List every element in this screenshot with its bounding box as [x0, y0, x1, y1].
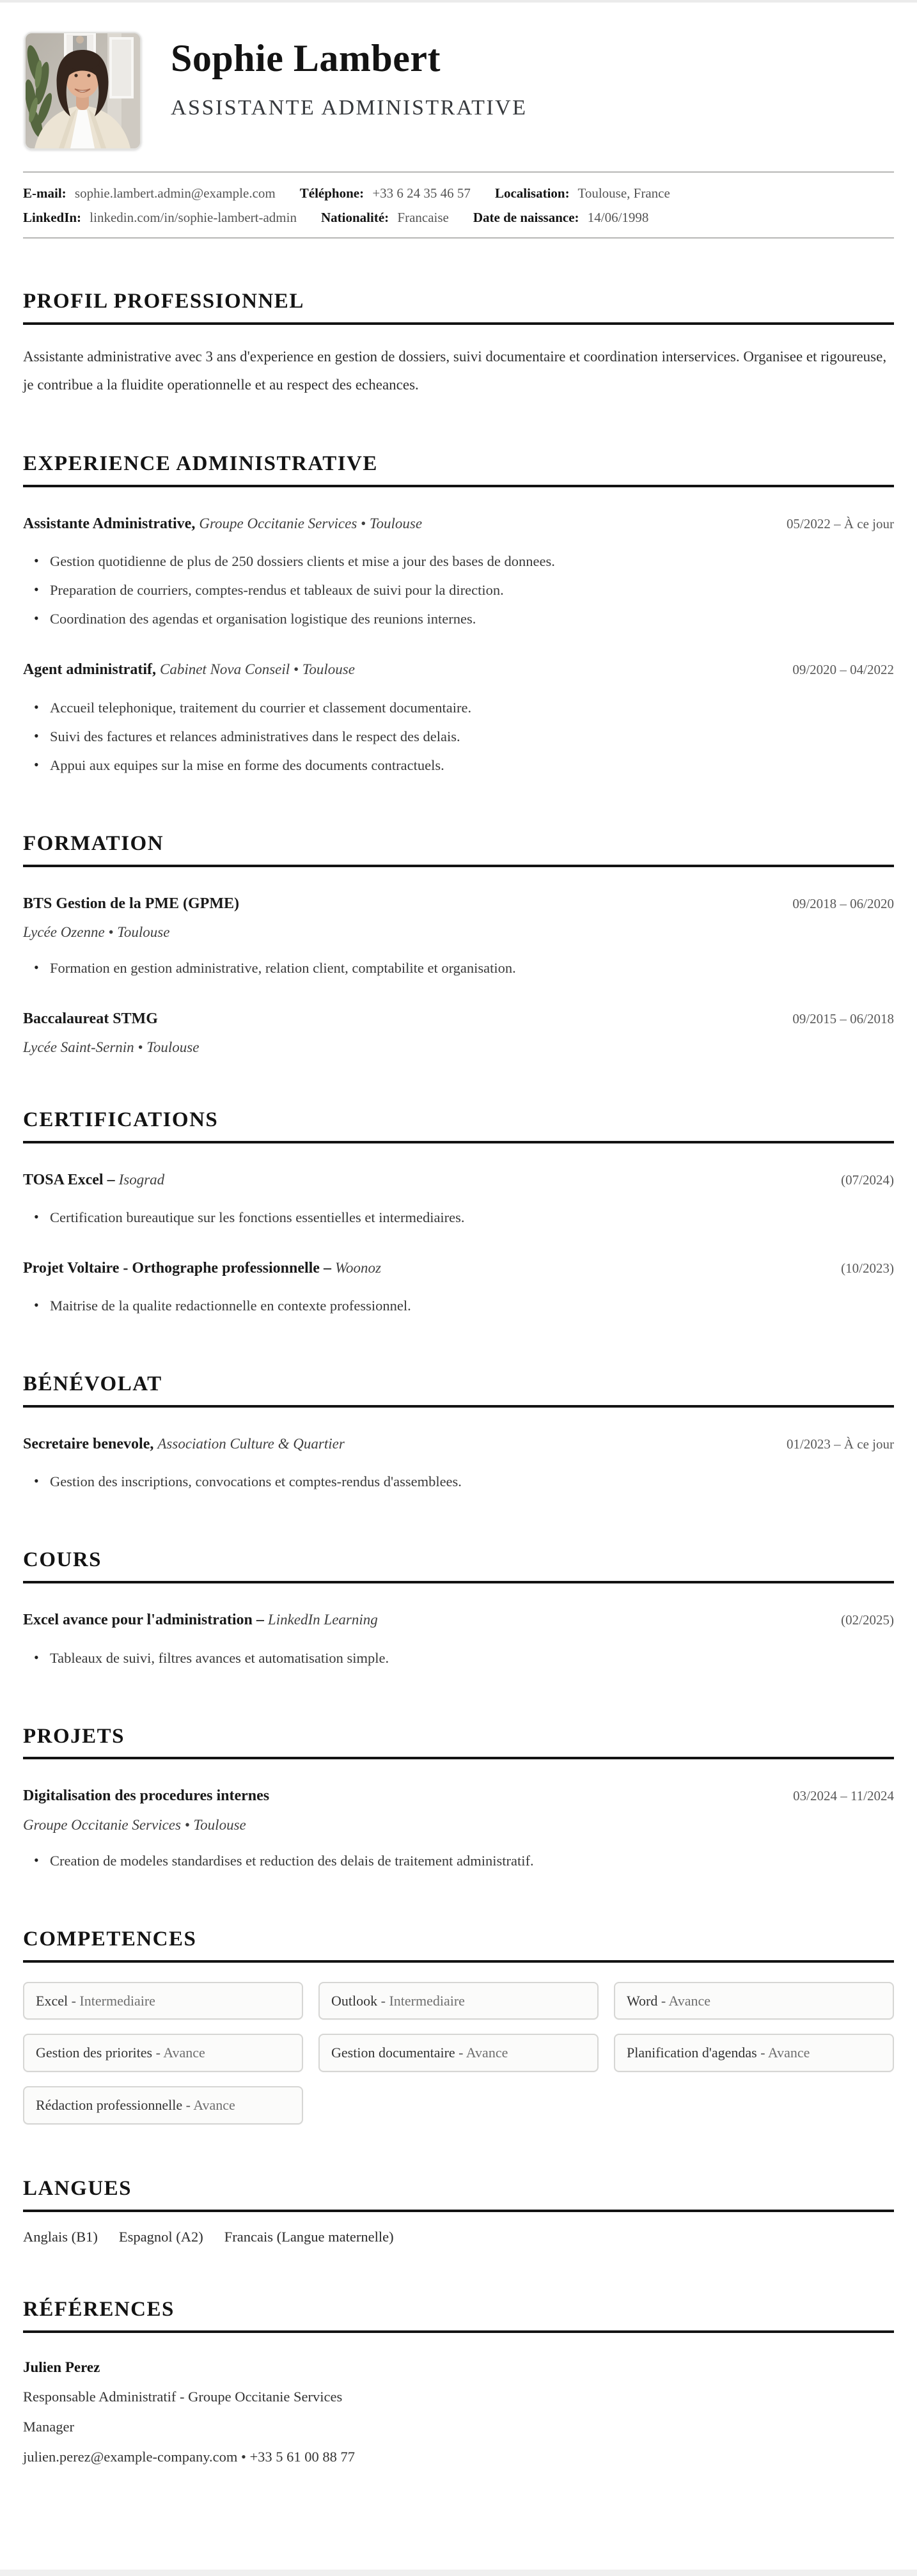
section-langues	[23, 2177, 894, 2245]
skill-separator: -	[152, 2045, 164, 2061]
contact-label: LinkedIn:	[23, 210, 82, 226]
skill-chip	[23, 2086, 303, 2124]
skill-level: Avance	[193, 2096, 235, 2113]
section-heading: FORMATION	[23, 831, 164, 855]
language-item: Anglais (B1)	[23, 2228, 98, 2245]
contact-item	[23, 210, 297, 225]
section-benevolat	[23, 1372, 894, 1496]
skill-separator: -	[377, 1992, 389, 2009]
contact-value: +33 6 24 35 46 57	[369, 185, 471, 201]
skill-chip	[614, 1982, 894, 2020]
section-references	[23, 2298, 894, 2472]
entry-title-text: Agent administratif,	[23, 661, 156, 679]
skill-separator: -	[756, 2045, 768, 2061]
contact-info	[0, 173, 917, 237]
skill-name: Word	[627, 1992, 658, 2009]
section-projets	[23, 1725, 894, 1875]
contact-row	[23, 184, 894, 202]
skill-chip	[23, 2034, 303, 2072]
entry-organization: Groupe Occitanie Services • Toulouse	[23, 1816, 246, 1833]
section-rule	[23, 1405, 894, 1408]
entry-title	[23, 1786, 269, 1806]
skill-name: Gestion documentaire	[331, 2045, 455, 2061]
section-cours	[23, 1548, 894, 1672]
entry-header	[23, 1170, 894, 1190]
entry-title-text: Digitalisation des procedures internes	[23, 1787, 270, 1805]
entry-title	[23, 1259, 381, 1278]
entry	[23, 1610, 894, 1672]
bullet-item: • Formation en gestion administrative, relation client, comptabilite et organisation.	[23, 954, 894, 982]
bullet-item: • Accueil telephonique, traitement du courrier et classement documentaire.	[23, 693, 894, 722]
skill-separator: -	[657, 1992, 669, 2009]
languages-line	[23, 2229, 894, 2245]
skill-level: Avance	[767, 2045, 810, 2061]
section-heading: RÉFÉRENCES	[23, 2297, 175, 2321]
contact-label: Localisation:	[494, 185, 570, 201]
section-profil	[23, 290, 894, 400]
section-rule	[23, 1960, 894, 1963]
contact-row	[23, 208, 894, 226]
entry-organization: LinkedIn Learning	[267, 1612, 378, 1628]
entry-header	[23, 894, 894, 914]
contact-value: sophie.lambert.admin@example.com	[71, 185, 276, 201]
profile-photo	[24, 32, 141, 150]
entry-header	[23, 514, 894, 534]
entry-header	[23, 1786, 894, 1806]
entry-organization: Cabinet Nova Conseil • Toulouse	[159, 661, 355, 678]
bullet-item: • Coordination des agendas et organisation logistique des reunions internes.	[23, 604, 894, 633]
bullet-item: • Suivi des factures et relances administratives dans le respect des delais.	[23, 722, 894, 751]
contact-value: 14/06/1998	[584, 210, 649, 226]
entry-bullet-list	[23, 1846, 894, 1875]
skill-level: Intermediaire	[79, 1992, 155, 2009]
header-identity	[171, 32, 528, 120]
section-rule	[23, 485, 894, 487]
skill-name: Excel	[36, 1992, 68, 2009]
contact-label: Téléphone:	[299, 185, 364, 201]
contact-item	[23, 185, 276, 201]
skill-level: Avance	[163, 2045, 205, 2061]
entry	[23, 660, 894, 779]
entry-title-text: Baccalaureat STMG	[23, 1010, 158, 1027]
section-heading: LANGUES	[23, 2176, 132, 2200]
entry	[23, 1434, 894, 1496]
contact-item	[321, 210, 449, 225]
section-rule	[23, 1581, 894, 1583]
entry-date-range: 09/2015 – 06/2018	[792, 1010, 894, 1026]
entry-organization: Isograd	[118, 1171, 165, 1188]
entry-title-text: BTS Gestion de la PME (GPME)	[23, 895, 239, 912]
entry-title	[23, 894, 239, 914]
contact-item	[495, 185, 670, 201]
section-certifications	[23, 1108, 894, 1320]
entry	[23, 1009, 894, 1056]
entry-title	[23, 1434, 345, 1454]
section-rule	[23, 2210, 894, 2212]
reference-block	[23, 2352, 894, 2472]
entry-date-range: 03/2024 – 11/2024	[793, 1788, 894, 1804]
bullet-item: • Creation de modeles standardises et reduction des delais de traitement administratif.	[23, 1846, 894, 1875]
skill-name: Gestion des priorites	[36, 2045, 153, 2061]
entry-title-text: Secretaire benevole,	[23, 1436, 154, 1453]
entry-organization: Woonoz	[334, 1260, 381, 1276]
entry-bullet-list	[23, 1291, 894, 1320]
entry-organization: Lycée Saint-Sernin • Toulouse	[23, 1039, 200, 1055]
section-heading: EXPERIENCE ADMINISTRATIVE	[23, 452, 378, 476]
entry	[23, 514, 894, 633]
cv-sections	[0, 290, 917, 2511]
bullet-item: • Tableaux de suivi, filtres avances et automatisation simple.	[23, 1644, 894, 1672]
skill-name: Outlook	[331, 1992, 378, 2009]
skill-separator: -	[455, 2045, 466, 2061]
bullet-item: • Maitrise de la qualite redactionnelle en contexte professionnel.	[23, 1291, 894, 1320]
entry-date-range: 09/2018 – 06/2020	[792, 895, 894, 911]
entry-date-range: (07/2024)	[841, 1172, 894, 1188]
entry-title-text: Excel avance pour l'administration –	[23, 1612, 264, 1629]
entry-header	[23, 1434, 894, 1454]
entry-organization: Lycée Ozenne • Toulouse	[23, 923, 170, 940]
skill-chip	[23, 1982, 303, 2020]
section-heading: COMPETENCES	[23, 1927, 197, 1951]
entry-title	[23, 514, 422, 534]
language-item: Francais (Langue maternelle)	[224, 2228, 394, 2245]
section-rule	[23, 322, 894, 325]
entry-bullet-list	[23, 1467, 894, 1496]
reference-name: Julien Perez	[23, 2359, 100, 2375]
section-heading: COURS	[23, 1548, 102, 1572]
entry-bullet-list	[23, 1203, 894, 1232]
reference-contact: julien.perez@example-company.com • +33 5 61 00 88 77	[23, 2448, 356, 2465]
person-name: Sophie Lambert	[171, 37, 441, 79]
skill-chip	[318, 2034, 599, 2072]
section-heading: BÉNÉVOLAT	[23, 1372, 162, 1396]
entry-organization: Groupe Occitanie Services • Toulouse	[199, 515, 423, 532]
entry-date-range: 05/2022 – À ce jour	[787, 516, 894, 532]
entry-title-text: TOSA Excel –	[23, 1171, 115, 1188]
entry-bullet-list	[23, 693, 894, 780]
entry-header	[23, 1610, 894, 1630]
entry-title-text: Projet Voltaire - Orthographe professionnelle –	[23, 1260, 331, 1277]
entry	[23, 1786, 894, 1874]
reference-role: Responsable Administratif - Groupe Occitanie Services	[23, 2389, 343, 2405]
skill-chip	[614, 2034, 894, 2072]
entry	[23, 1170, 894, 1232]
section-experience	[23, 452, 894, 779]
skill-name: Planification d'agendas	[627, 2045, 757, 2061]
contact-divider	[23, 237, 894, 239]
profile-summary: Assistante administrative avec 3 ans d'experience en gestion de dossiers, suivi documentaire et coordination interservices. Organisee et rigoureuse, je contribue a la fluidite operationnelle et au respect des echeances.	[23, 348, 887, 393]
entry-organization: Association Culture & Quartier	[157, 1436, 345, 1452]
contact-item	[300, 185, 471, 201]
entry-header	[23, 660, 894, 680]
skills-grid	[23, 1982, 894, 2124]
reference-relation: Manager	[23, 2419, 74, 2435]
section-formation	[23, 832, 894, 1056]
entry-title	[23, 1170, 164, 1190]
skill-level: Avance	[466, 2045, 508, 2061]
skill-separator: -	[182, 2096, 194, 2113]
section-rule	[23, 2330, 894, 2333]
section-heading: CERTIFICATIONS	[23, 1108, 219, 1131]
contact-label: E-mail:	[23, 185, 67, 201]
bullet-item: • Certification bureautique sur les fonctions essentielles et intermediaires.	[23, 1203, 894, 1232]
skill-level: Intermediaire	[389, 1992, 465, 2009]
entry-date-range: (02/2025)	[841, 1612, 894, 1628]
entry-title	[23, 1009, 158, 1029]
bullet-item: • Gestion quotidienne de plus de 250 dossiers clients et mise a jour des bases de donnees.	[23, 547, 894, 576]
contact-label: Nationalité:	[320, 210, 389, 226]
entry-title	[23, 660, 355, 680]
bullet-item: • Preparation de courriers, comptes-rendus et tableaux de suivi pour la direction.	[23, 576, 894, 604]
section-heading: PROFIL PROFESSIONNEL	[23, 289, 304, 313]
entry-title	[23, 1610, 378, 1630]
section-rule	[23, 1757, 894, 1759]
entry-bullet-list	[23, 954, 894, 982]
bullet-item: • Gestion des inscriptions, convocations et comptes-rendus d'assemblees.	[23, 1467, 894, 1496]
entry-header	[23, 1009, 894, 1029]
entry-header	[23, 1259, 894, 1278]
cv-document-page	[0, 3, 917, 2570]
entry-bullet-list	[23, 547, 894, 633]
contact-item	[473, 210, 649, 225]
skill-chip	[318, 1982, 599, 2020]
entry-date-range: (10/2023)	[841, 1261, 894, 1276]
section-competences	[23, 1928, 894, 2124]
section-rule	[23, 1141, 894, 1143]
language-item: Espagnol (A2)	[118, 2228, 203, 2245]
skill-level: Avance	[668, 1992, 711, 2009]
entry-bullet-list	[23, 1644, 894, 1672]
page-bottom-edge	[0, 2570, 917, 2576]
bullet-item: • Appui aux equipes sur la mise en forme des documents contractuels.	[23, 751, 894, 780]
header	[0, 3, 917, 150]
section-heading: PROJETS	[23, 1724, 125, 1748]
contact-label: Date de naissance:	[473, 210, 579, 226]
entry	[23, 1259, 894, 1320]
skill-name: Rédaction professionnelle	[36, 2096, 183, 2113]
entry-date-range: 09/2020 – 04/2022	[792, 662, 894, 678]
contact-value: Toulouse, France	[574, 185, 670, 201]
entry	[23, 894, 894, 982]
section-rule	[23, 865, 894, 867]
entry-title-text: Assistante Administrative,	[23, 515, 196, 533]
skill-separator: -	[68, 1992, 80, 2009]
person-job-title: ASSISTANTE ADMINISTRATIVE	[171, 96, 528, 120]
profile-photo-illustration	[26, 33, 140, 148]
entry-date-range: 01/2023 – À ce jour	[787, 1436, 894, 1452]
contact-value: Francaise	[394, 210, 449, 226]
contact-value: linkedin.com/in/sophie-lambert-admin	[86, 210, 297, 226]
